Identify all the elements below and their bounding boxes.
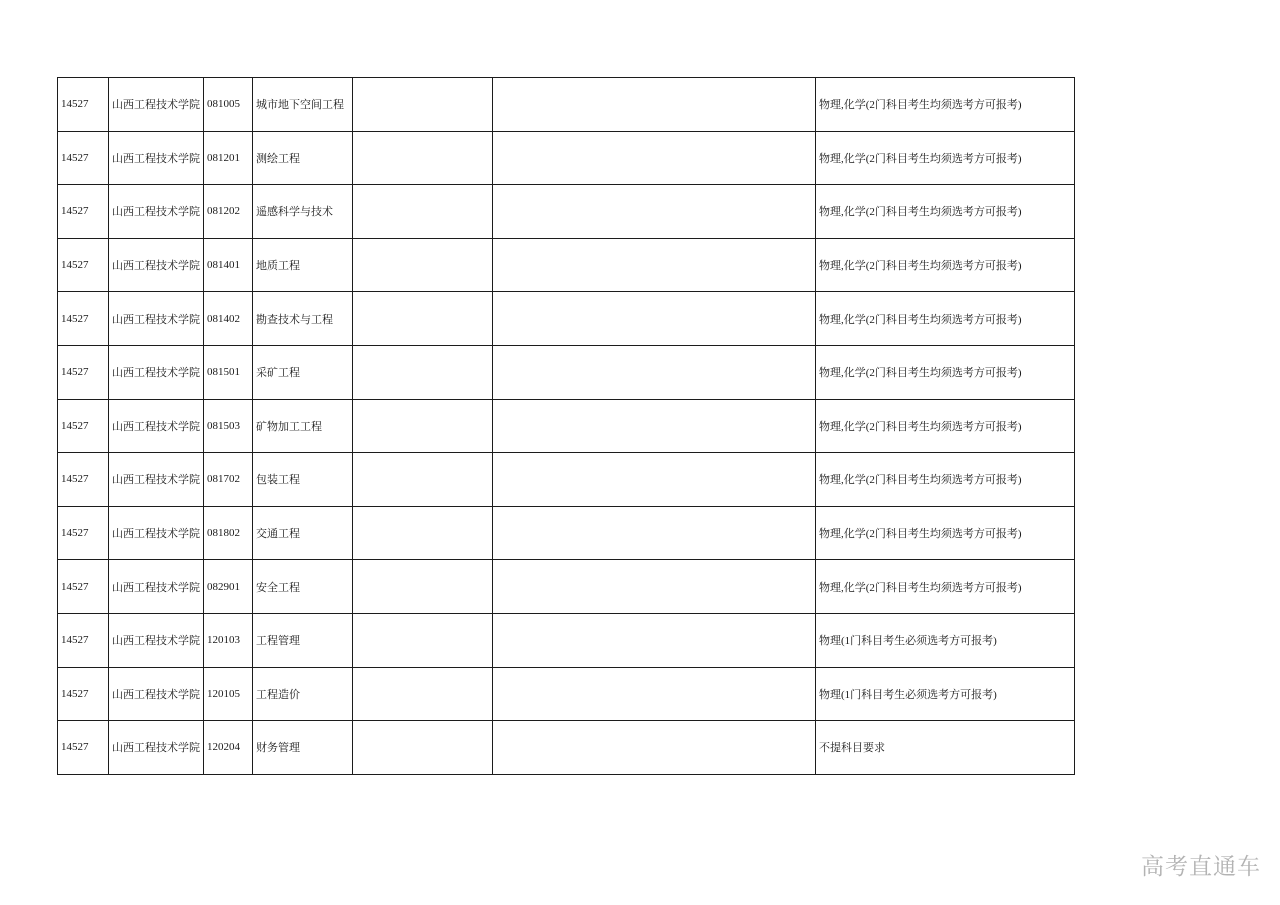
cell-col6 (493, 345, 816, 399)
cell-major-name: 工程管理 (253, 613, 353, 667)
table-row (58, 506, 1075, 560)
cell-col5 (353, 506, 493, 560)
cell-subject-requirement: 物理,化学(2门科目考生均须选考方可报考) (816, 453, 1075, 507)
requirements-table-body (58, 78, 1075, 775)
cell-school-code: 14527 (58, 78, 109, 132)
cell-major-name: 采矿工程 (253, 345, 353, 399)
cell-school-code: 14527 (58, 131, 109, 185)
cell-col6 (493, 78, 816, 132)
cell-school-code: 14527 (58, 453, 109, 507)
cell-col5 (353, 453, 493, 507)
cell-col6 (493, 506, 816, 560)
cell-school-name: 山西工程技术学院 (109, 185, 204, 239)
cell-col5 (353, 292, 493, 346)
cell-subject-requirement: 物理(1门科目考生必须选考方可报考) (816, 613, 1075, 667)
cell-school-name: 山西工程技术学院 (109, 292, 204, 346)
cell-school-name: 山西工程技术学院 (109, 560, 204, 614)
cell-col5 (353, 131, 493, 185)
cell-school-code: 14527 (58, 560, 109, 614)
cell-col5 (353, 78, 493, 132)
cell-col6 (493, 238, 816, 292)
cell-col5 (353, 185, 493, 239)
cell-school-name: 山西工程技术学院 (109, 131, 204, 185)
cell-subject-requirement: 物理(1门科目考生必须选考方可报考) (816, 667, 1075, 721)
cell-school-name: 山西工程技术学院 (109, 399, 204, 453)
requirements-table-container (57, 77, 1075, 775)
cell-school-code: 14527 (58, 292, 109, 346)
cell-subject-requirement: 物理,化学(2门科目考生均须选考方可报考) (816, 292, 1075, 346)
cell-subject-requirement: 物理,化学(2门科目考生均须选考方可报考) (816, 399, 1075, 453)
cell-school-code: 14527 (58, 185, 109, 239)
cell-major-code: 081501 (204, 345, 253, 399)
table-row (58, 613, 1075, 667)
cell-subject-requirement: 物理,化学(2门科目考生均须选考方可报考) (816, 238, 1075, 292)
watermark-gaokao-zhitongche: 高考直通车 (1141, 853, 1261, 879)
cell-school-name: 山西工程技术学院 (109, 667, 204, 721)
cell-major-name: 矿物加工工程 (253, 399, 353, 453)
cell-col5 (353, 613, 493, 667)
table-row (58, 292, 1075, 346)
cell-school-code: 14527 (58, 721, 109, 775)
table-row (58, 131, 1075, 185)
cell-col5 (353, 560, 493, 614)
cell-major-name: 勘查技术与工程 (253, 292, 353, 346)
cell-major-code: 081702 (204, 453, 253, 507)
cell-major-code: 081005 (204, 78, 253, 132)
cell-col5 (353, 345, 493, 399)
cell-col6 (493, 560, 816, 614)
cell-major-code: 081401 (204, 238, 253, 292)
cell-col6 (493, 131, 816, 185)
cell-major-name: 包装工程 (253, 453, 353, 507)
table-row (58, 345, 1075, 399)
cell-col6 (493, 453, 816, 507)
cell-major-name: 交通工程 (253, 506, 353, 560)
cell-school-name: 山西工程技术学院 (109, 613, 204, 667)
cell-school-code: 14527 (58, 667, 109, 721)
cell-major-name: 安全工程 (253, 560, 353, 614)
cell-school-name: 山西工程技术学院 (109, 506, 204, 560)
cell-school-code: 14527 (58, 238, 109, 292)
cell-major-name: 财务管理 (253, 721, 353, 775)
cell-school-name: 山西工程技术学院 (109, 238, 204, 292)
cell-col6 (493, 292, 816, 346)
cell-school-name: 山西工程技术学院 (109, 78, 204, 132)
cell-col5 (353, 721, 493, 775)
cell-school-code: 14527 (58, 345, 109, 399)
cell-school-name: 山西工程技术学院 (109, 345, 204, 399)
cell-major-name: 城市地下空间工程 (253, 78, 353, 132)
table-row (58, 399, 1075, 453)
cell-subject-requirement: 物理,化学(2门科目考生均须选考方可报考) (816, 185, 1075, 239)
cell-major-name: 地质工程 (253, 238, 353, 292)
cell-col5 (353, 667, 493, 721)
cell-major-code: 082901 (204, 560, 253, 614)
cell-subject-requirement: 物理,化学(2门科目考生均须选考方可报考) (816, 78, 1075, 132)
cell-subject-requirement: 不提科目要求 (816, 721, 1075, 775)
table-row (58, 185, 1075, 239)
cell-subject-requirement: 物理,化学(2门科目考生均须选考方可报考) (816, 345, 1075, 399)
cell-school-code: 14527 (58, 399, 109, 453)
cell-major-name: 遥感科学与技术 (253, 185, 353, 239)
table-row (58, 667, 1075, 721)
cell-col6 (493, 667, 816, 721)
cell-school-code: 14527 (58, 506, 109, 560)
cell-col6 (493, 399, 816, 453)
cell-major-code: 081202 (204, 185, 253, 239)
cell-major-code: 120204 (204, 721, 253, 775)
cell-major-code: 081201 (204, 131, 253, 185)
cell-subject-requirement: 物理,化学(2门科目考生均须选考方可报考) (816, 131, 1075, 185)
cell-major-name: 工程造价 (253, 667, 353, 721)
cell-col6 (493, 185, 816, 239)
cell-col6 (493, 721, 816, 775)
cell-major-name: 测绘工程 (253, 131, 353, 185)
table-row (58, 721, 1075, 775)
cell-subject-requirement: 物理,化学(2门科目考生均须选考方可报考) (816, 506, 1075, 560)
cell-school-name: 山西工程技术学院 (109, 453, 204, 507)
cell-major-code: 081503 (204, 399, 253, 453)
cell-col6 (493, 613, 816, 667)
table-row (58, 560, 1075, 614)
cell-major-code: 081802 (204, 506, 253, 560)
cell-school-code: 14527 (58, 613, 109, 667)
cell-major-code: 120103 (204, 613, 253, 667)
cell-school-name: 山西工程技术学院 (109, 721, 204, 775)
table-row (58, 78, 1075, 132)
cell-col5 (353, 238, 493, 292)
cell-subject-requirement: 物理,化学(2门科目考生均须选考方可报考) (816, 560, 1075, 614)
cell-col5 (353, 399, 493, 453)
table-row (58, 238, 1075, 292)
cell-major-code: 081402 (204, 292, 253, 346)
cell-major-code: 120105 (204, 667, 253, 721)
table-row (58, 453, 1075, 507)
requirements-table (57, 77, 1075, 775)
